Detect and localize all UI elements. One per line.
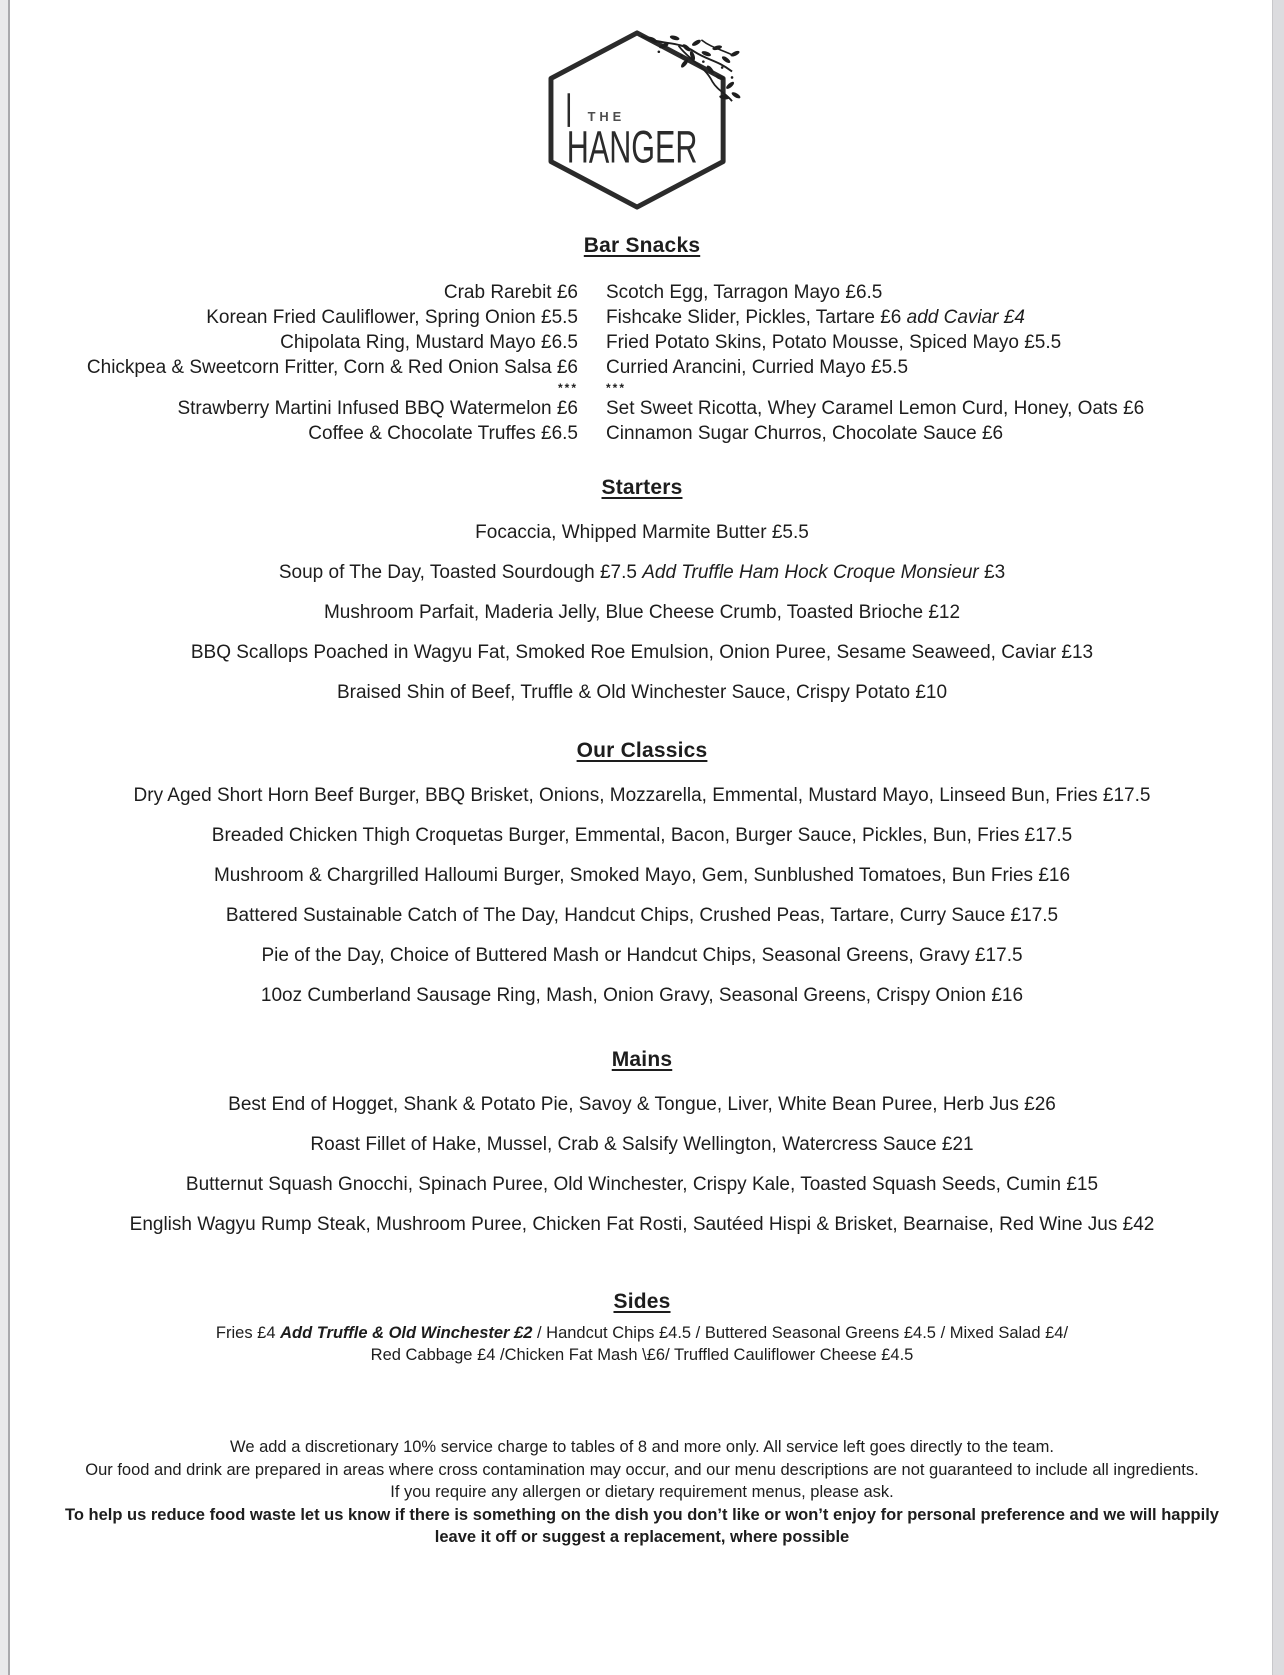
menu-item: Chipolata Ring, Mustard Mayo £6.5 bbox=[280, 332, 578, 353]
menu-item: Battered Sustainable Catch of The Day, Handcut Chips, Crushed Peas, Tartare, Curry Sauce £17.5 bbox=[225, 905, 1059, 926]
menu-item: Chickpea & Sweetcorn Fritter, Corn & Red Onion Salsa £6 bbox=[86, 357, 578, 378]
menu-item: Butternut Squash Gnocchi, Spinach Puree, Old Winchester, Crispy Kale, Toasted Squash Seeds, Cumin £15 bbox=[185, 1174, 1099, 1195]
menu-item: Curried Arancini, Curried Mayo £5.5 bbox=[606, 357, 909, 378]
section-bar-snacks bbox=[0, 234, 1284, 446]
section-starters bbox=[0, 476, 1284, 703]
heading-mains: Mains bbox=[611, 1048, 673, 1071]
menu-item: English Wagyu Rump Steak, Mushroom Puree, Chicken Fat Rosti, Sautéed Hispi & Brisket, Bearnaise, Red Wine Jus £42 bbox=[129, 1214, 1155, 1235]
menu-item: Coffee & Chocolate Truffes £6.5 bbox=[308, 423, 578, 444]
menu-item: Fried Potato Skins, Potato Mousse, Spiced Mayo £5.5 bbox=[606, 332, 1062, 353]
menu-item: Dry Aged Short Horn Beef Burger, BBQ Brisket, Onions, Mozzarella, Emmental, Mustard Mayo, Linseed Bun, Fries £17.5 bbox=[133, 785, 1151, 806]
menu-item: Red Cabbage £4 /Chicken Fat Mash \£6/ Truffled Cauliflower Cheese £4.5 bbox=[370, 1346, 914, 1364]
hanger-logo bbox=[0, 26, 1284, 214]
food-waste-note: To help us reduce food waste let us know if there is something on the dish you don’t like or won’t enjoy for personal preference and we will happily bbox=[65, 1505, 1219, 1524]
bar-snacks-right-column bbox=[606, 280, 1246, 446]
section-sides bbox=[0, 1290, 1284, 1366]
divider-stars: *** bbox=[557, 381, 578, 395]
heading-bar-snacks: Bar Snacks bbox=[583, 234, 701, 257]
bar-snacks-left-column bbox=[38, 280, 578, 446]
hexagon-outline bbox=[551, 33, 723, 207]
menu-item: Soup of The Day, Toasted Sourdough £7.5 Add Truffle Ham Hock Croque Monsieur £3 bbox=[278, 562, 1006, 583]
menu-item: Korean Fried Cauliflower, Spring Onion £5.5 bbox=[206, 307, 578, 328]
menu-item: Mushroom Parfait, Maderia Jelly, Blue Cheese Crumb, Toasted Brioche £12 bbox=[323, 602, 961, 623]
dietary-note: If you require any allergen or dietary requirement menus, please ask. bbox=[390, 1483, 894, 1501]
hanger-logo-svg bbox=[536, 26, 748, 214]
menu-item: 10oz Cumberland Sausage Ring, Mash, Onion Gravy, Seasonal Greens, Crispy Onion £16 bbox=[260, 985, 1024, 1006]
service-charge-note: We add a discretionary 10% service charge to tables of 8 and more only. All service left goes directly to the team. bbox=[230, 1438, 1054, 1456]
menu-item: Pie of the Day, Choice of Buttered Mash or Handcut Chips, Seasonal Greens, Gravy £17.5 bbox=[261, 945, 1023, 966]
menu-item: Set Sweet Ricotta, Whey Caramel Lemon Curd, Honey, Oats £6 bbox=[606, 398, 1145, 419]
menu-item: Focaccia, Whipped Marmite Butter £5.5 bbox=[475, 522, 809, 543]
menu-item: Mushroom & Chargrilled Halloumi Burger, Smoked Mayo, Gem, Sunblushed Tomatoes, Bun Fries £16 bbox=[213, 865, 1071, 886]
menu-item: Braised Shin of Beef, Truffle & Old Winchester Sauce, Crispy Potato £10 bbox=[336, 682, 948, 703]
heading-our-classics: Our Classics bbox=[576, 739, 708, 762]
heading-starters: Starters bbox=[601, 476, 683, 499]
menu-item: Roast Fillet of Hake, Mussel, Crab & Salsify Wellington, Watercress Sauce £21 bbox=[310, 1134, 974, 1155]
divider-stars: *** bbox=[606, 381, 627, 395]
menu-item: Strawberry Martini Infused BBQ Watermelon £6 bbox=[177, 398, 578, 419]
menu-item: Scotch Egg, Tarragon Mayo £6.5 bbox=[606, 282, 883, 303]
food-waste-note-continued: leave it off or suggest a replacement, where possible bbox=[434, 1528, 850, 1546]
allergen-note: Our food and drink are prepared in areas where cross contamination may occur, and our menu descriptions are not guaranteed to include all ingredients. bbox=[85, 1460, 1199, 1479]
footer-notes bbox=[0, 1436, 1284, 1549]
menu-item: Best End of Hogget, Shank & Potato Pie, Savoy & Tongue, Liver, White Bean Puree, Herb Jus £26 bbox=[228, 1094, 1056, 1115]
logo-the-text: THE bbox=[587, 108, 626, 124]
section-mains bbox=[0, 1048, 1284, 1235]
menu-item: BBQ Scallops Poached in Wagyu Fat, Smoked Roe Emulsion, Onion Puree, Sesame Seaweed, Caviar £13 bbox=[190, 642, 1094, 663]
heading-sides: Sides bbox=[613, 1290, 671, 1313]
bar-snacks-columns bbox=[0, 280, 1284, 446]
menu-item: Crab Rarebit £6 bbox=[443, 282, 578, 303]
section-our-classics bbox=[0, 739, 1284, 1006]
menu-item: Breaded Chicken Thigh Croquetas Burger, Emmental, Bacon, Burger Sauce, Pickles, Bun, Fries £17.5 bbox=[211, 825, 1073, 846]
logo-name-text: HANGER bbox=[566, 121, 698, 173]
menu-item: Cinnamon Sugar Churros, Chocolate Sauce £6 bbox=[606, 423, 1004, 444]
menu-item: Fries £4 Add Truffle & Old Winchester £2 / Handcut Chips £4.5 / Buttered Seasonal Greens £4.5 / Mixed Salad £4/ bbox=[215, 1324, 1069, 1342]
menu-item: Fishcake Slider, Pickles, Tartare £6 add Caviar £4 bbox=[606, 307, 1025, 328]
